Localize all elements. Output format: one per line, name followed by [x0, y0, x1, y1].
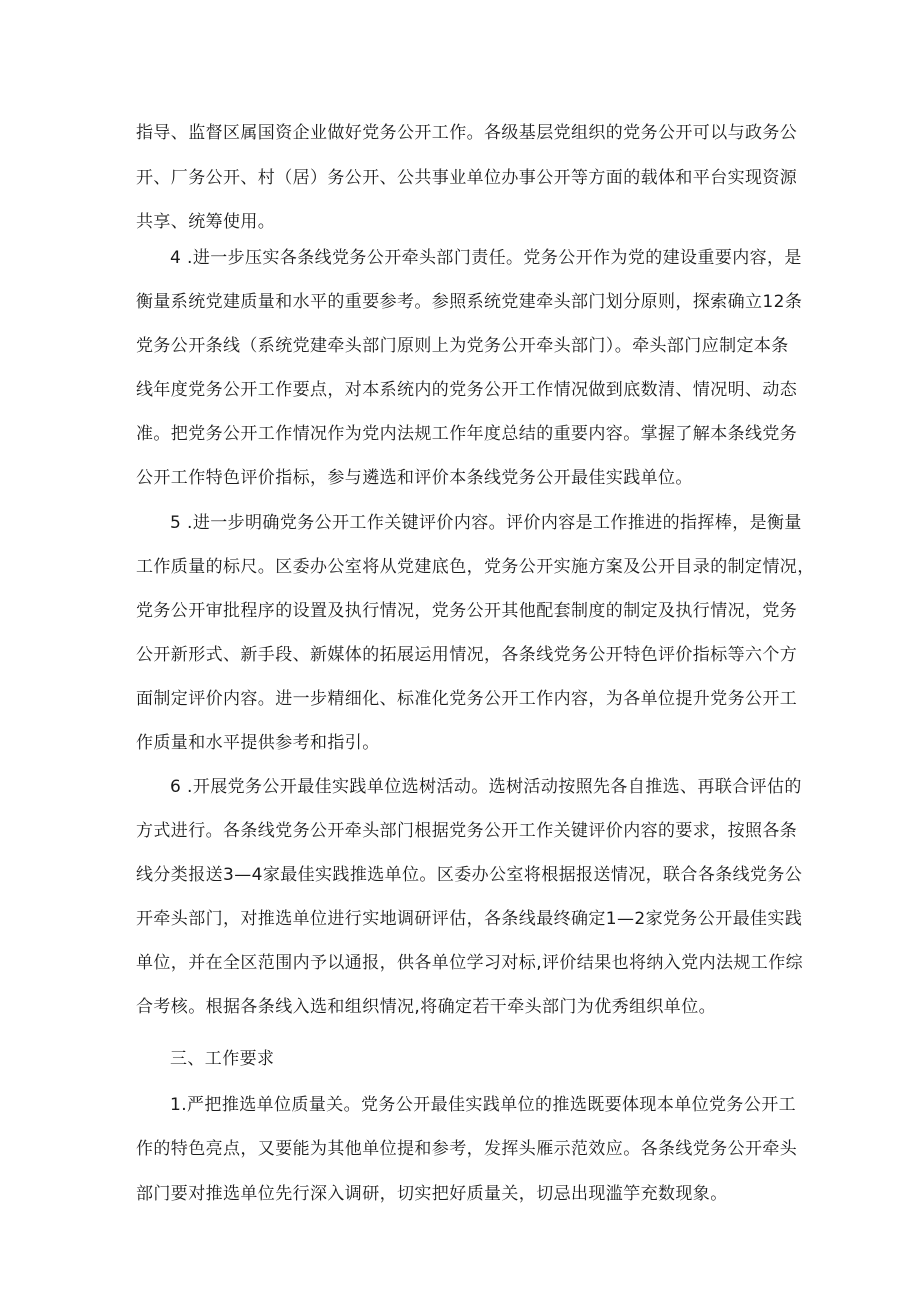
requirement-1-start: 1.严把推选单位质量关。党务公开最佳实践单位的推选既要体现本单位党务公开工: [170, 1095, 797, 1115]
text-line: 衡量系统党建质量和水平的重要参考。参照系统党建牵头部门划分原则，探索确立12条: [136, 292, 803, 312]
text-line: 准。把党务公开工作情况作为党内法规工作年度总结的重要内容。掌握了解本条线党务: [136, 424, 798, 444]
paragraph-4-start: 4 .进一步压实各条线党务公开牵头部门责任。党务公开作为党的建设重要内容，是: [170, 248, 802, 268]
text-line: 指导、监督区属国资企业做好党务公开工作。各级基层党组织的党务公开可以与政务公: [136, 123, 798, 143]
text-line: 工作质量的标尺。区委办公室将从党建底色，党务公开实施方案及公开目录的制定情况，: [136, 557, 815, 577]
text-line: 面制定评价内容。进一步精细化、标准化党务公开工作内容，为各单位提升党务公开工: [136, 689, 798, 709]
text-line: 线年度党务公开工作要点，对本系统内的党务公开工作情况做到底数清、情况明、动态: [136, 380, 798, 400]
text-line: 方式进行。各条线党务公开牵头部门根据党务公开工作关键评价内容的要求，按照各条: [136, 821, 798, 841]
text-line: 合考核。根据各条线入选和组织情况,将确定若干牵头部门为优秀组织单位。: [136, 997, 717, 1017]
text-line: 作质量和水平提供参考和指引。: [136, 733, 380, 753]
text-line: 开牵头部门，对推选单位进行实地调研评估，各条线最终确定1—2家党务公开最佳实践: [136, 909, 803, 929]
text-line: 共享、统筹使用。: [136, 212, 276, 232]
text-line: 公开工作特色评价指标，参与遴选和评价本条线党务公开最佳实践单位。: [136, 468, 693, 488]
text-line: 部门要对推选单位先行深入调研，切实把好质量关，切忌出现滥竽充数现象。: [136, 1184, 728, 1204]
text-line: 线分类报送3—4家最佳实践推选单位。区委办公室将根据报送情况，联合各条线党务公: [136, 865, 803, 885]
text-line: 公开新形式、新手段、新媒体的拓展运用情况，各条线党务公开特色评价指标等六个方: [136, 645, 798, 665]
text-line: 开、厂务公开、村（居）务公开、公共事业单位办事公开等方面的载体和平台实现资源: [136, 168, 798, 188]
paragraph-6-start: 6 .开展党务公开最佳实践单位选树活动。选树活动按照先各自推选、再联合评估的: [170, 777, 802, 797]
text-line: 党务公开审批程序的设置及执行情况，党务公开其他配套制度的制定及执行情况，党务: [136, 601, 798, 621]
section-heading-work-requirements: 三、工作要求: [170, 1049, 275, 1069]
text-line: 单位，并在全区范围内予以通报，供各单位学习对标,评价结果也将纳入党内法规工作综: [136, 953, 804, 973]
text-line: 作的特色亮点，又要能为其他单位提和参考，发挥头雁示范效应。各条线党务公开牵头: [136, 1139, 798, 1159]
text-line: 党务公开条线（系统党建牵头部门原则上为党务公开牵头部门）。牵头部门应制定本条: [136, 336, 789, 356]
paragraph-5-start: 5 .进一步明确党务公开工作关键评价内容。评价内容是工作推进的指挥棒，是衡量: [170, 513, 802, 533]
